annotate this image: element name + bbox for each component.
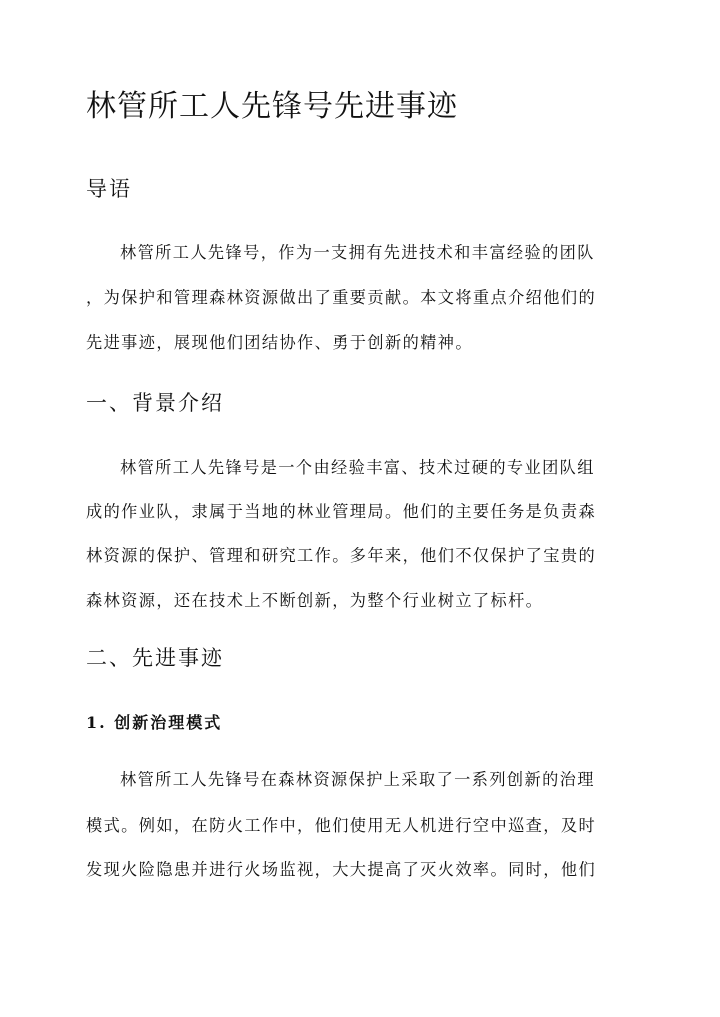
paragraph-line: 模式。例如，在防火工作中，他们使用无人机进行空中巡查，及时 [86, 816, 597, 835]
page-title: 林管所工人先锋号先进事迹 [86, 89, 458, 124]
paragraph-line: 发现火险隐患并进行火场监视，大大提高了灭火效率。同时，他们 [86, 860, 597, 879]
paragraph-line: 林管所工人先锋号是一个由经验丰富、技术过硬的专业团队组 [120, 458, 595, 477]
section-heading-intro: 导语 [86, 177, 132, 201]
section-heading-achievements: 二、先进事迹 [86, 646, 224, 670]
subsection-heading-innovation: 1. 创新治理模式 [86, 713, 223, 732]
paragraph-line: ，为保护和管理森林资源做出了重要贡献。本文将重点介绍他们的 [86, 288, 597, 307]
paragraph-line: 林管所工人先锋号在森林资源保护上采取了一系列创新的治理 [120, 770, 595, 789]
paragraph-line: 林管所工人先锋号，作为一支拥有先进技术和丰富经验的团队 [120, 243, 595, 262]
section-heading-background: 一、背景介绍 [86, 391, 224, 415]
paragraph-line: 林资源的保护、管理和研究工作。多年来，他们不仅保护了宝贵的 [86, 546, 597, 565]
paragraph-line: 先进事迹，展现他们团结协作、勇于创新的精神。 [86, 333, 473, 352]
paragraph-line: 成的作业队，隶属于当地的林业管理局。他们的主要任务是负责森 [86, 502, 597, 521]
paragraph-line: 森林资源，还在技术上不断创新，为整个行业树立了标杆。 [86, 591, 544, 610]
